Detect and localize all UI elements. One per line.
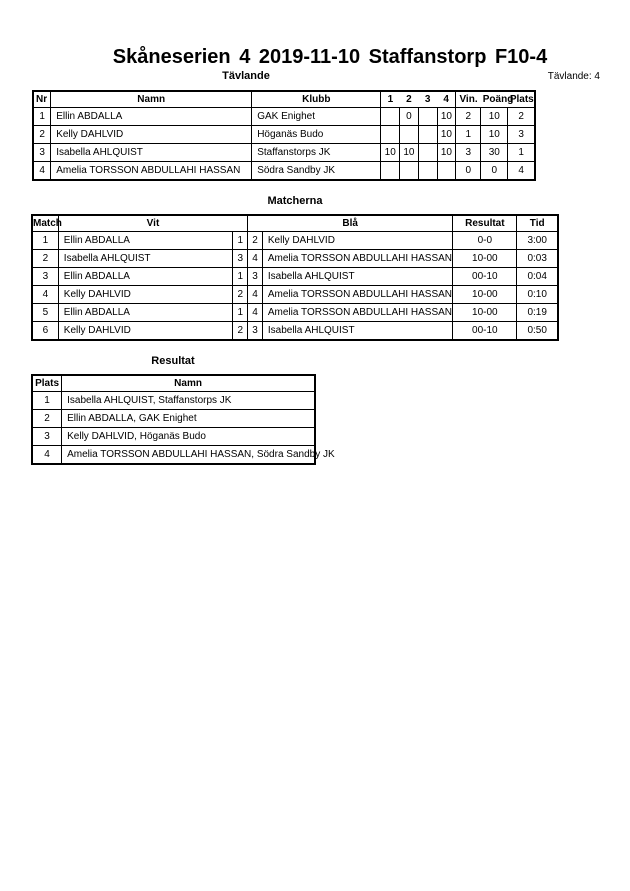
results-table bbox=[31, 374, 335, 465]
round-score: 0 bbox=[400, 108, 419, 126]
match-time: 0:03 bbox=[517, 250, 558, 268]
white-competitor: Ellin ABDALLA bbox=[58, 232, 233, 250]
competitor-name: Isabella AHLQUIST bbox=[51, 144, 252, 162]
match-result: 0-0 bbox=[453, 232, 517, 250]
white-competitor: Isabella AHLQUIST bbox=[58, 250, 233, 268]
competitor-club: GAK Enighet bbox=[252, 108, 381, 126]
round-score: 10 bbox=[400, 144, 419, 162]
white-nr: 1 bbox=[233, 232, 248, 250]
table-row bbox=[32, 428, 315, 446]
competitor-points: 10 bbox=[481, 108, 508, 126]
result-place: 1 bbox=[32, 392, 62, 410]
result-name: Kelly DAHLVID, Höganäs Budo bbox=[62, 428, 315, 446]
page-title: Skåneserien 4 2019-11-10 Staffanstorp F10-4 bbox=[112, 46, 548, 68]
blue-nr: 3 bbox=[248, 268, 263, 286]
competitor-points: 10 bbox=[481, 126, 508, 144]
match-time: 3:00 bbox=[517, 232, 558, 250]
table-row bbox=[32, 446, 315, 465]
competitor-place: 1 bbox=[508, 144, 535, 162]
white-competitor: Kelly DAHLVID bbox=[58, 286, 233, 304]
col-name: Namn bbox=[62, 375, 315, 392]
round-score: 10 bbox=[437, 108, 456, 126]
competitor-count: Tävlande: 4 bbox=[547, 71, 600, 82]
table-row bbox=[32, 268, 558, 286]
match-result: 00-10 bbox=[453, 268, 517, 286]
table-row bbox=[33, 126, 535, 144]
result-name: Amelia TORSSON ABDULLAHI HASSAN, Södra Sandby JK bbox=[62, 446, 315, 465]
matches-table bbox=[31, 214, 559, 341]
round-score: 10 bbox=[437, 144, 456, 162]
round-score bbox=[418, 126, 437, 144]
white-competitor: Ellin ABDALLA bbox=[58, 304, 233, 322]
match-result: 10-00 bbox=[453, 286, 517, 304]
result-place: 4 bbox=[32, 446, 62, 465]
white-competitor: Ellin ABDALLA bbox=[58, 268, 233, 286]
table-row bbox=[33, 144, 535, 162]
table-row bbox=[32, 250, 558, 268]
match-time: 0:10 bbox=[517, 286, 558, 304]
round-score bbox=[418, 108, 437, 126]
col-wins: Vin. bbox=[456, 91, 481, 108]
blue-competitor: Isabella AHLQUIST bbox=[262, 268, 452, 286]
white-competitor: Kelly DAHLVID bbox=[58, 322, 233, 341]
competitor-place: 4 bbox=[508, 162, 535, 181]
col-result: Resultat bbox=[453, 215, 517, 232]
round-score bbox=[437, 162, 456, 181]
match-number: 5 bbox=[32, 304, 58, 322]
competitor-place: 3 bbox=[508, 126, 535, 144]
blue-nr: 4 bbox=[248, 286, 263, 304]
table-row bbox=[33, 108, 535, 126]
competitor-points: 0 bbox=[481, 162, 508, 181]
col-time: Tid bbox=[517, 215, 558, 232]
matches-header-row bbox=[32, 215, 558, 232]
col-white: Vit bbox=[58, 215, 247, 232]
competitors-header-row bbox=[33, 91, 535, 108]
results-heading: Resultat bbox=[151, 355, 195, 367]
table-row bbox=[32, 286, 558, 304]
competitors-table bbox=[32, 90, 536, 181]
blue-competitor: Isabella AHLQUIST bbox=[262, 322, 452, 341]
competitors-heading: Tävlande bbox=[222, 70, 270, 82]
table-row bbox=[32, 322, 558, 341]
match-result: 00-10 bbox=[453, 322, 517, 341]
blue-nr: 2 bbox=[248, 232, 263, 250]
result-place: 3 bbox=[32, 428, 62, 446]
white-nr: 1 bbox=[233, 268, 248, 286]
match-number: 6 bbox=[32, 322, 58, 341]
blue-competitor: Amelia TORSSON ABDULLAHI HASSAN bbox=[262, 304, 452, 322]
white-nr: 2 bbox=[233, 286, 248, 304]
col-place: Plats bbox=[32, 375, 62, 392]
matches-heading: Matcherna bbox=[267, 195, 323, 207]
result-name: Isabella AHLQUIST, Staffanstorps JK bbox=[62, 392, 315, 410]
round-score bbox=[381, 126, 400, 144]
blue-nr: 4 bbox=[248, 250, 263, 268]
match-number: 3 bbox=[32, 268, 58, 286]
round-score bbox=[418, 162, 437, 181]
col-blue: Blå bbox=[248, 215, 453, 232]
round-score: 10 bbox=[437, 126, 456, 144]
competitor-wins: 2 bbox=[456, 108, 481, 126]
white-nr: 2 bbox=[233, 322, 248, 341]
col-name: Namn bbox=[51, 91, 252, 108]
col-round-1: 1 bbox=[381, 91, 400, 108]
col-points: Poäng bbox=[481, 91, 508, 108]
round-score bbox=[381, 108, 400, 126]
blue-competitor: Amelia TORSSON ABDULLAHI HASSAN bbox=[262, 250, 452, 268]
col-round-3: 3 bbox=[418, 91, 437, 108]
result-name: Ellin ABDALLA, GAK Enighet bbox=[62, 410, 315, 428]
col-nr: Nr bbox=[33, 91, 51, 108]
competitor-nr: 3 bbox=[33, 144, 51, 162]
competitor-name: Ellin ABDALLA bbox=[51, 108, 252, 126]
blue-nr: 3 bbox=[248, 322, 263, 341]
col-round-4: 4 bbox=[437, 91, 456, 108]
round-score bbox=[381, 162, 400, 181]
table-row bbox=[33, 162, 535, 181]
round-score: 10 bbox=[381, 144, 400, 162]
match-number: 4 bbox=[32, 286, 58, 304]
col-club: Klubb bbox=[252, 91, 381, 108]
col-round-2: 2 bbox=[400, 91, 419, 108]
competitor-club: Staffanstorps JK bbox=[252, 144, 381, 162]
competitor-nr: 1 bbox=[33, 108, 51, 126]
col-place: Plats bbox=[508, 91, 535, 108]
competitor-wins: 0 bbox=[456, 162, 481, 181]
competitor-club: Södra Sandby JK bbox=[252, 162, 381, 181]
competitor-nr: 4 bbox=[33, 162, 51, 181]
competitor-name: Amelia TORSSON ABDULLAHI HASSAN bbox=[51, 162, 252, 181]
match-time: 0:04 bbox=[517, 268, 558, 286]
white-nr: 3 bbox=[233, 250, 248, 268]
round-score bbox=[400, 126, 419, 144]
col-match: Match bbox=[32, 215, 58, 232]
match-time: 0:19 bbox=[517, 304, 558, 322]
blue-nr: 4 bbox=[248, 304, 263, 322]
results-header-row bbox=[32, 375, 315, 392]
round-score bbox=[418, 144, 437, 162]
match-time: 0:50 bbox=[517, 322, 558, 341]
competitor-name: Kelly DAHLVID bbox=[51, 126, 252, 144]
table-row bbox=[32, 410, 315, 428]
table-row bbox=[32, 392, 315, 410]
competitor-place: 2 bbox=[508, 108, 535, 126]
match-number: 2 bbox=[32, 250, 58, 268]
blue-competitor: Kelly DAHLVID bbox=[262, 232, 452, 250]
competitor-nr: 2 bbox=[33, 126, 51, 144]
competitor-wins: 3 bbox=[456, 144, 481, 162]
round-score bbox=[400, 162, 419, 181]
table-row bbox=[32, 232, 558, 250]
match-number: 1 bbox=[32, 232, 58, 250]
match-result: 10-00 bbox=[453, 250, 517, 268]
white-nr: 1 bbox=[233, 304, 248, 322]
competitor-club: Höganäs Budo bbox=[252, 126, 381, 144]
table-row bbox=[32, 304, 558, 322]
match-result: 10-00 bbox=[453, 304, 517, 322]
result-place: 2 bbox=[32, 410, 62, 428]
competitor-wins: 1 bbox=[456, 126, 481, 144]
competitor-points: 30 bbox=[481, 144, 508, 162]
blue-competitor: Amelia TORSSON ABDULLAHI HASSAN bbox=[262, 286, 452, 304]
